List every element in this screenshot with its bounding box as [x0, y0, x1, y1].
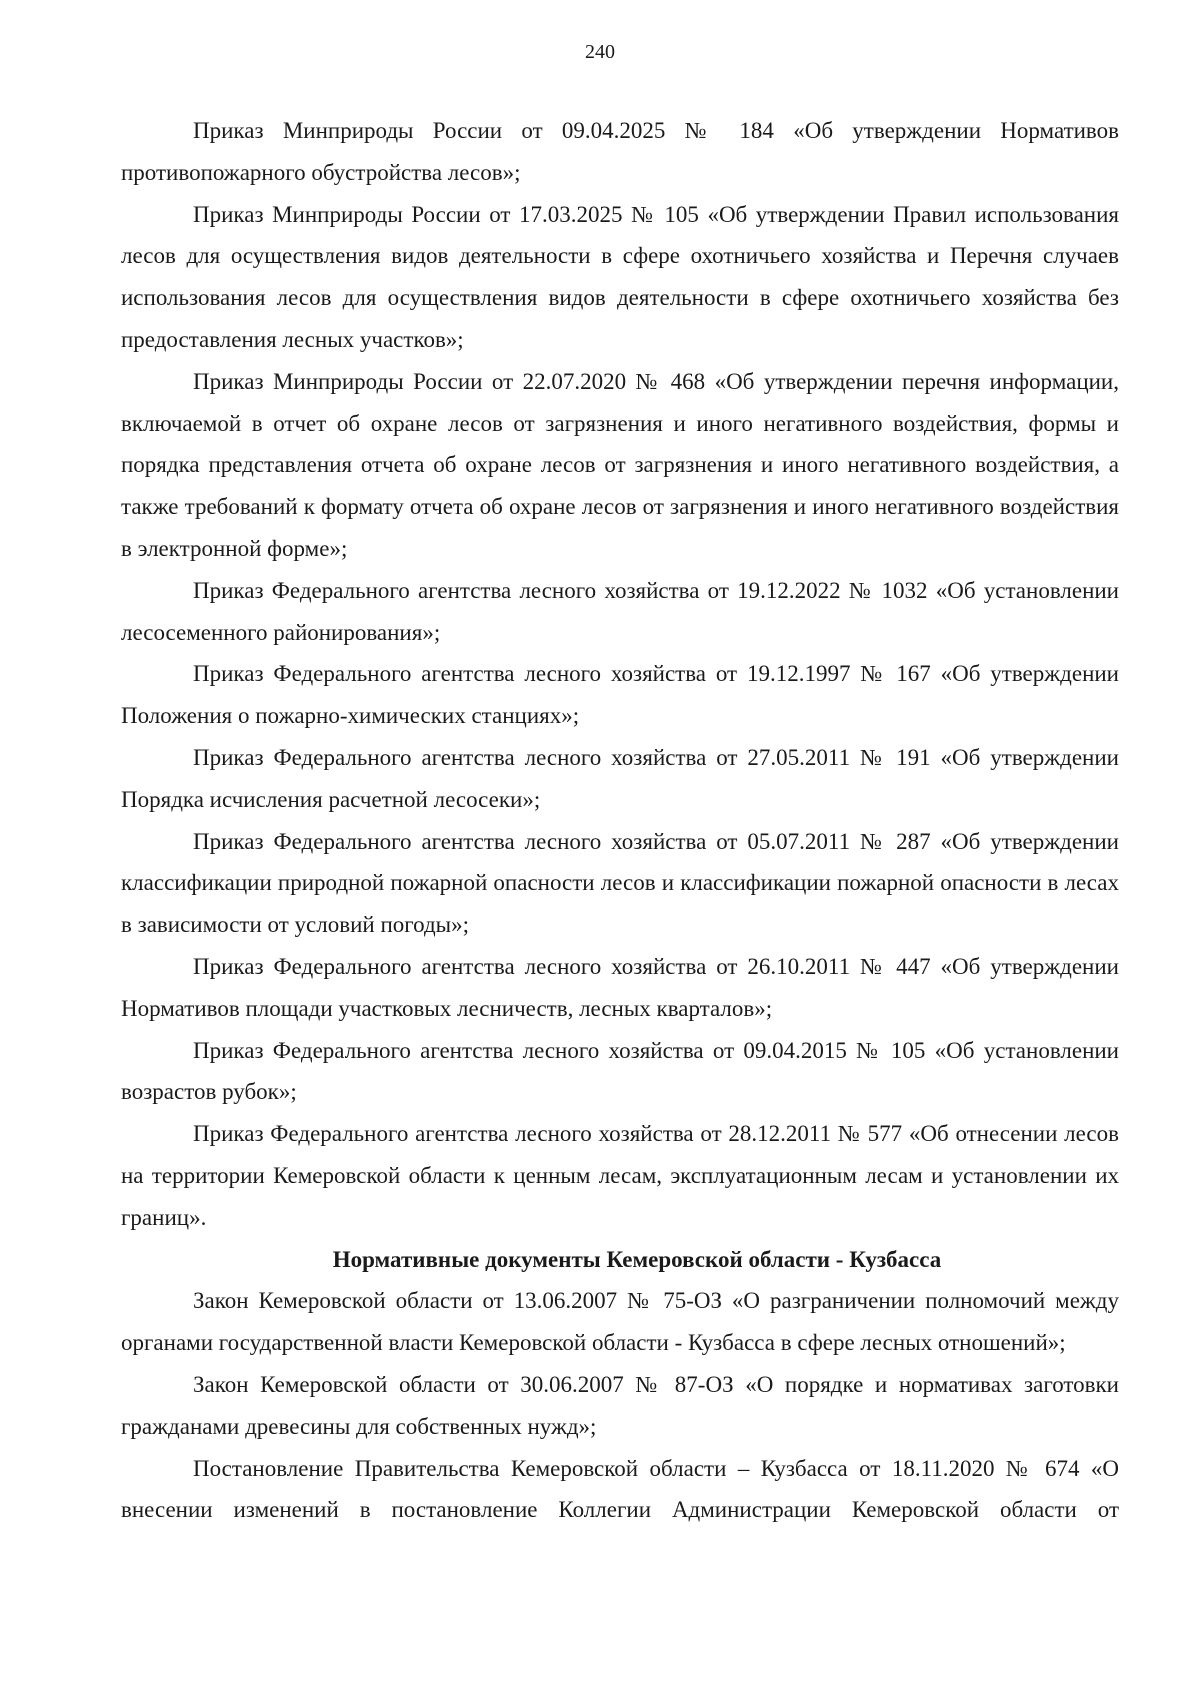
paragraph-order-468: Приказ Минприроды России от 22.07.2020 № 468 «Об утверждении перечня информации, включаемой в отчет об охране лесов от загрязнения и иного негативного воздействия, формы и порядка представления отчета об охране лесов от загрязнения и иного негативного воздействия, а также требований к формату отчета об охране лесов от загрязнения и иного негативного воздействия в электронной форме»;: [121, 368, 1119, 561]
paragraph-resolution-674: Постановление Правительства Кемеровской области – Кузбасса от 18.11.2020 № 674 «О внесении изменений в постановление Коллегии Администрации Кемеровской области от: [121, 1455, 1119, 1523]
paragraph-law-87-oz: Закон Кемеровской области от 30.06.2007 № 87-ОЗ «О порядке и нормативах заготовки гражданами древесины для собственных нужд»;: [121, 1371, 1119, 1439]
paragraph-order-287: Приказ Федерального агентства лесного хозяйства от 05.07.2011 № 287 «Об утверждении классификации природной пожарной опасности лесов и классификации пожарной опасности в лесах в зависимости от условий погоды»;: [121, 828, 1119, 938]
paragraph-order-447: Приказ Федерального агентства лесного хозяйства от 26.10.2011 № 447 «Об утверждении Нормативов площади участковых лесничеств, лесных кварталов»;: [121, 953, 1119, 1021]
page-number: 240: [585, 41, 615, 63]
paragraph-order-1032: Приказ Федерального агентства лесного хозяйства от 19.12.2022 № 1032 «Об установлении лесосеменного районирования»;: [121, 577, 1119, 645]
document-body: [121, 110, 1119, 1531]
paragraph-order-184: Приказ Минприроды России от 09.04.2025 № 184 «Об утверждении Нормативов противопожарного обустройства лесов»;: [121, 118, 1119, 185]
paragraph-order-105-hunting: Приказ Минприроды России от 17.03.2025 № 105 «Об утверждении Правил использования лесов для осуществления видов деятельности в сфере охотничьего хозяйства и Перечня случаев использования лесов для осуществления видов деятельности в сфере охотничьего хозяйства без предоставления лесных участков»;: [121, 201, 1119, 352]
paragraph-law-75-oz: Закон Кемеровской области от 13.06.2007 № 75-ОЗ «О разграничении полномочий между органами государственной власти Кемеровской области - Кузбасса в сфере лесных отношений»;: [121, 1288, 1119, 1356]
paragraph-order-167: Приказ Федерального агентства лесного хозяйства от 19.12.1997 № 167 «Об утверждении Положения о пожарно-химических станциях»;: [121, 661, 1119, 729]
section-heading: Нормативные документы Кемеровской области - Кузбасса: [332, 1246, 942, 1272]
paragraph-order-105-felling-ages: Приказ Федерального агентства лесного хозяйства от 09.04.2015 № 105 «Об установлении возрастов рубок»;: [121, 1037, 1119, 1105]
paragraph-order-577: Приказ Федерального агентства лесного хозяйства от 28.12.2011 № 577 «Об отнесении лесов на территории Кемеровской области к ценным лесам, эксплуатационным лесам и установлении их границ».: [121, 1121, 1119, 1230]
paragraph-order-191: Приказ Федерального агентства лесного хозяйства от 27.05.2011 № 191 «Об утверждении Порядка исчисления расчетной лесосеки»;: [121, 744, 1119, 812]
